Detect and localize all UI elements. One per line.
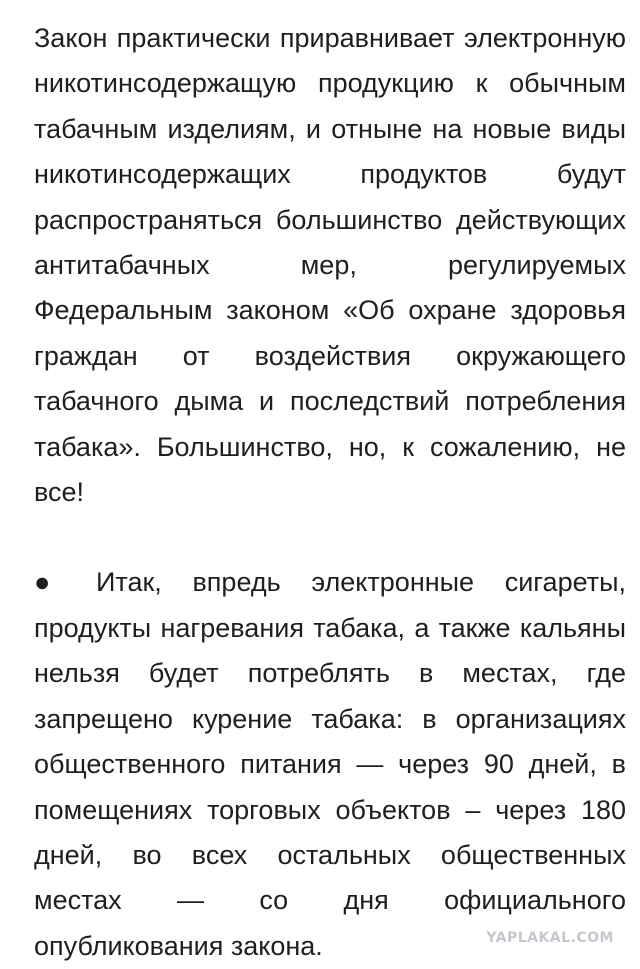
site-watermark: YAPLAKAL.COM [486, 930, 614, 946]
bullet-icon: ● [34, 567, 51, 598]
paragraph-law-intro [34, 16, 626, 515]
paragraph-bullet-restrictions-text: Итак, впредь электронные сигареты, продукты нагревания табака, а также кальяны нельзя будет потреблять в местах, где запрещено курение табака: в организациях общественного питания — через 90 дней, в помещениях торговых объектов – через 180 дней, во всех остальных общественных местах — со дня официального опубликования закона. [34, 567, 626, 961]
paragraph-law-intro-text: Закон практически приравнивает электронную никотинсодержащую продукцию к обычным табачным изделиям, и отныне на новые виды никотинсодержащих продуктов будут распространяться большинство действующих антитабачных мер, регулируемых Федеральным законом «Об охране здоровья граждан от воздействия окружающего табачного дыма и последствий потребления табака». Большинство, но, к сожалению, не все! [34, 23, 626, 508]
article-body [34, 16, 626, 969]
paragraph-bullet-restrictions [34, 560, 626, 969]
